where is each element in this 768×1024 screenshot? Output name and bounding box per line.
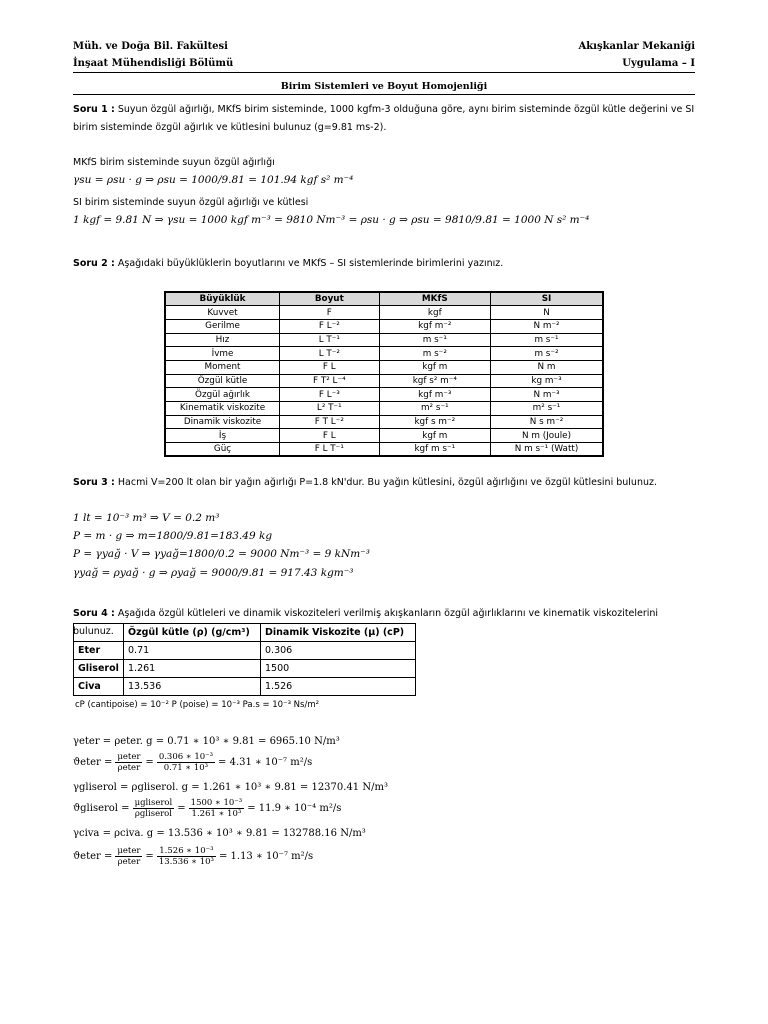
units-col-mkfs: MKfS: [379, 292, 490, 306]
q1-sub1: MKfS birim sisteminde suyun özgül ağırlığı: [73, 157, 275, 168]
dimension-cell: F L T⁻¹: [280, 443, 380, 457]
r6-lhs: ϑeter =: [73, 851, 113, 862]
fluids-col-density: Özgül kütle (ρ) (g/cm³): [124, 624, 261, 642]
table-row: [165, 306, 603, 320]
units-col-quantity: Büyüklük: [165, 292, 280, 306]
r6-rhs: = 1.13 ∗ 10⁻⁷ m²/s: [218, 851, 314, 862]
r2-frac-1: [115, 752, 142, 773]
q4-result-2: [73, 752, 312, 773]
si-unit-cell: N m (Joule): [491, 429, 603, 443]
si-unit-cell: m s⁻²: [491, 347, 603, 361]
table-row: [165, 388, 603, 402]
mkfs-unit-cell: kgf s m⁻²: [379, 415, 490, 429]
fluids-table-header: [74, 624, 416, 642]
r6-eq-sign: =: [145, 851, 154, 862]
dimension-cell: F L: [280, 360, 380, 374]
q4-body: Aşağıda özgül kütleleri ve dinamik viskoziteleri verilmiş akışkanların özgül ağırlıklarını ve kinematik viskozitelerini bulunuz.: [73, 608, 659, 637]
units-table: [164, 291, 604, 457]
r2-num-2: 0.306 ∗ 10⁻³: [158, 752, 214, 762]
mkfs-unit-cell: m s⁻¹: [379, 333, 490, 347]
course-name: Akışkanlar Mekaniği: [578, 41, 695, 52]
q3-text: [73, 474, 695, 492]
dimension-cell: F: [280, 306, 380, 320]
q1-body: Suyun özgül ağırlığı, MKfS birim sisteminde, 1000 kgfm-3 olduğuna göre, aynı birim sisteminde özgül kütle değerini ve SI birim sisteminde özgül ağırlık ve kütlesini bulunuz (g=9.81 ms-2).: [73, 104, 695, 133]
fluids-col-name: [74, 624, 124, 642]
table-row: [165, 319, 603, 333]
units-col-dimension: Boyut: [280, 292, 380, 306]
quantity-cell: Moment: [165, 360, 280, 374]
si-unit-cell: kg m⁻³: [491, 374, 603, 388]
header-rule-bottom: [73, 94, 695, 95]
q2-body: Aşağıdaki büyüklüklerin boyutlarını ve MKfS – SI sistemlerinde birimlerini yazınız.: [117, 258, 504, 269]
r2-den-1: ρeter: [117, 763, 141, 773]
quantity-cell: Güç: [165, 443, 280, 457]
si-unit-cell: N s m⁻²: [491, 415, 603, 429]
mkfs-unit-cell: kgf: [379, 306, 490, 320]
si-unit-cell: m s⁻¹: [491, 333, 603, 347]
r4-den-1: ρgliserol: [134, 809, 172, 819]
q4-result-4: [73, 798, 341, 819]
quantity-cell: İş: [165, 429, 280, 443]
mkfs-unit-cell: kgf m⁻³: [379, 388, 490, 402]
q3-eq4: γyağ = ρyağ · g ⇒ ρyağ = 9000/9.81 = 917.43 kgm⁻³: [73, 567, 354, 579]
r6-frac-1: [115, 846, 142, 867]
table-row: [165, 402, 603, 416]
dimension-cell: L² T⁻¹: [280, 402, 380, 416]
q4-note: cP (cantipoise) = 10⁻² P (poise) = 10⁻³ Pa.s = 10⁻³ Ns/m²: [75, 700, 320, 710]
fluid-name: Eter: [74, 642, 124, 660]
dimension-cell: L T⁻¹: [280, 333, 380, 347]
fluids-col-viscosity: Dinamik Viskozite (μ) (cP): [261, 624, 416, 642]
header-rule-top: [73, 72, 695, 73]
dimension-cell: F L⁻²: [280, 319, 380, 333]
quantity-cell: Özgül kütle: [165, 374, 280, 388]
r6-den-1: ρeter: [117, 857, 141, 867]
fluid-viscosity: 1500: [261, 660, 416, 678]
q2-label: Soru 2 :: [73, 258, 115, 269]
fluid-name: Gliserol: [74, 660, 124, 678]
fluid-viscosity: 0.306: [261, 642, 416, 660]
fluids-table: [73, 623, 416, 696]
r6-frac-2: [157, 846, 216, 867]
si-unit-cell: N m s⁻¹ (Watt): [491, 443, 603, 457]
q4-result-1: γeter = ρeter. g = 0.71 ∗ 10³ ∗ 9.81 = 6965.10 N/m³: [73, 736, 340, 747]
dimension-cell: F L: [280, 429, 380, 443]
quantity-cell: İvme: [165, 347, 280, 361]
units-table-body: [165, 306, 603, 457]
mkfs-unit-cell: kgf m s⁻¹: [379, 443, 490, 457]
r4-num-2: 1500 ∗ 10⁻³: [190, 798, 243, 808]
q4-result-3: γgliserol = ρgliserol. g = 1.261 ∗ 10³ ∗ 9.81 = 12370.41 N/m³: [73, 782, 388, 793]
si-unit-cell: N m: [491, 360, 603, 374]
table-row: [165, 333, 603, 347]
dimension-cell: L T⁻²: [280, 347, 380, 361]
quantity-cell: Kuvvet: [165, 306, 280, 320]
r4-eq-sign: =: [177, 803, 186, 814]
table-row: [165, 374, 603, 388]
mkfs-unit-cell: m s⁻²: [379, 347, 490, 361]
fluid-viscosity: 1.526: [261, 678, 416, 696]
q1-eq2: 1 kgf = 9.81 N ⇒ γsu = 1000 kgf m⁻³ = 9810 Nm⁻³ = ρsu · g ⇒ ρsu = 9810/9.81 = 1000 N s² m⁻⁴: [73, 214, 590, 226]
mkfs-unit-cell: kgf m: [379, 429, 490, 443]
q3-eq1: 1 lt = 10⁻³ m³ ⇒ V = 0.2 m³: [73, 512, 220, 524]
q1-text: [73, 101, 695, 137]
page-title: Birim Sistemleri ve Boyut Homojenliği: [280, 81, 488, 92]
units-col-si: SI: [491, 292, 603, 306]
mkfs-unit-cell: kgf s² m⁻⁴: [379, 374, 490, 388]
mkfs-unit-cell: m² s⁻¹: [379, 402, 490, 416]
table-row: [165, 415, 603, 429]
dimension-cell: F T L⁻²: [280, 415, 380, 429]
department-name: İnşaat Mühendisliği Bölümü: [73, 58, 234, 69]
r4-den-2: 1.261 ∗ 10³: [191, 809, 242, 819]
r2-frac-2: [157, 752, 215, 773]
r6-den-2: 13.536 ∗ 10³: [158, 857, 214, 867]
mkfs-unit-cell: kgf m: [379, 360, 490, 374]
quantity-cell: Gerilme: [165, 319, 280, 333]
r4-lhs: ϑgliserol =: [73, 803, 130, 814]
quantity-cell: Dinamik viskozite: [165, 415, 280, 429]
q1-sub2: SI birim sisteminde suyun özgül ağırlığı ve kütlesi: [73, 197, 309, 208]
table-row: [165, 360, 603, 374]
si-unit-cell: m² s⁻¹: [491, 402, 603, 416]
r6-num-2: 1.526 ∗ 10⁻³: [159, 846, 214, 856]
dimension-cell: F L⁻³: [280, 388, 380, 402]
si-unit-cell: N m⁻²: [491, 319, 603, 333]
units-table-header: [165, 292, 603, 306]
fluid-density: 0.71: [124, 642, 261, 660]
q3-label: Soru 3 :: [73, 477, 115, 488]
si-unit-cell: N m⁻³: [491, 388, 603, 402]
table-row: [74, 660, 416, 678]
r4-frac-2: [189, 798, 245, 819]
table-row: [165, 429, 603, 443]
r2-den-2: 0.71 ∗ 10³: [163, 763, 209, 773]
r4-frac-1: [133, 798, 175, 819]
q1-eq1: γsu = ρsu · g ⇒ ρsu = 1000/9.81 = 101.94 kgf s² m⁻⁴: [73, 174, 354, 186]
fluid-density: 1.261: [124, 660, 261, 678]
r4-num-1: μgliserol: [134, 798, 173, 808]
faculty-name: Müh. ve Doğa Bil. Fakültesi: [73, 41, 228, 52]
quantity-cell: Kinematik viskozite: [165, 402, 280, 416]
dimension-cell: F T² L⁻⁴: [280, 374, 380, 388]
q1-label: Soru 1 :: [73, 104, 115, 115]
quantity-cell: Özgül ağırlık: [165, 388, 280, 402]
r2-eq-sign: =: [145, 757, 154, 768]
session-name: Uygulama – I: [622, 58, 695, 69]
fluid-name: Civa: [74, 678, 124, 696]
r4-rhs: = 11.9 ∗ 10⁻⁴ m²/s: [247, 803, 342, 814]
table-row: [74, 642, 416, 660]
q2-text: [73, 255, 695, 273]
q4-label: Soru 4 :: [73, 608, 115, 619]
mkfs-unit-cell: kgf m⁻²: [379, 319, 490, 333]
q3-body: Hacmi V=200 lt olan bir yağın ağırlığı P=1.8 kN'dur. Bu yağın kütlesini, özgül ağırlığını ve özgül kütlesini bulunuz.: [117, 477, 657, 488]
q3-eq2: P = m · g ⇒ m=1800/9.81=183.49 kg: [73, 530, 273, 542]
q3-eq3: P = γyağ · V ⇒ γyağ=1800/0.2 = 9000 Nm⁻³ = 9 kNm⁻³: [73, 548, 370, 560]
r2-rhs: = 4.31 ∗ 10⁻⁷ m²/s: [218, 757, 313, 768]
table-row: [74, 678, 416, 696]
r2-lhs: ϑeter =: [73, 757, 113, 768]
fluid-density: 13.536: [124, 678, 261, 696]
table-row: [165, 443, 603, 457]
quantity-cell: Hız: [165, 333, 280, 347]
q4-result-5: γciva = ρciva. g = 13.536 ∗ 10³ ∗ 9.81 = 132788.16 N/m³: [73, 828, 366, 839]
si-unit-cell: N: [491, 306, 603, 320]
q4-result-6: [73, 846, 313, 867]
table-row: [165, 347, 603, 361]
r2-num-1: μeter: [117, 752, 141, 762]
r6-num-1: μeter: [117, 846, 141, 856]
